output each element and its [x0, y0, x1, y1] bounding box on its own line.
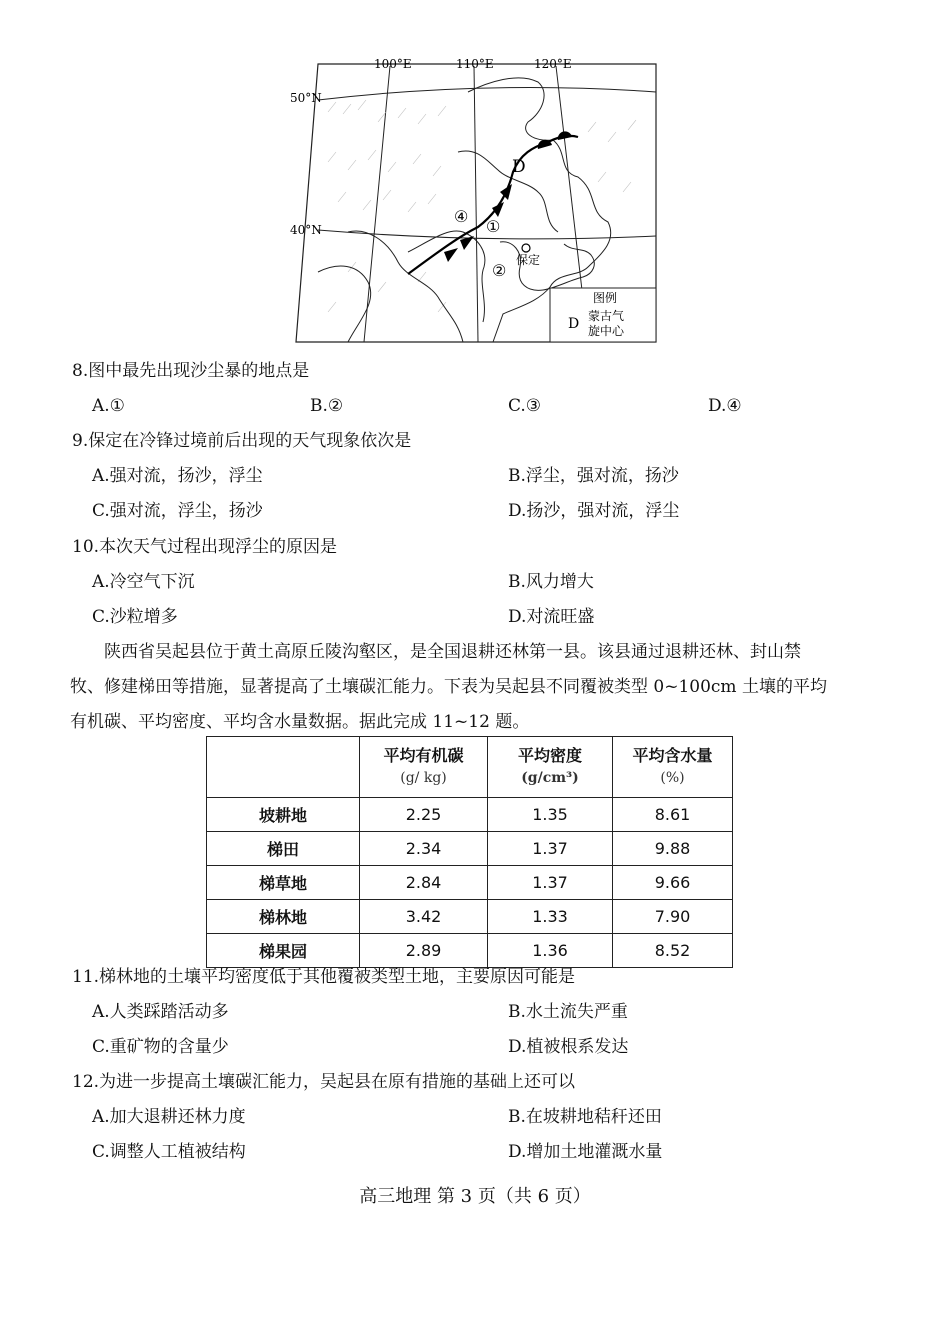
table-row	[207, 900, 733, 934]
passage-line-1: 陕西省吴起县位于黄土高原丘陵沟壑区，是全国退耕还林第一县。该县通过退耕还林、封山禁	[104, 642, 801, 662]
question-11-option-d: D.植被根系发达	[508, 1037, 629, 1057]
cell-density: 1.35	[488, 798, 613, 832]
cell-water-content: 9.88	[613, 832, 733, 866]
cell-water-content: 8.52	[613, 934, 733, 968]
question-11-option-a: A.人类踩踏活动多	[92, 1002, 229, 1022]
weather-map	[288, 52, 660, 344]
cyclone-center-d: D	[512, 157, 526, 177]
row-label: 梯林地	[207, 900, 360, 934]
question-9-option-a: A.强对流，扬沙，浮尘	[92, 466, 263, 486]
legend-title: 图例	[593, 291, 618, 305]
legend-text-1: 蒙古气	[588, 309, 625, 323]
cell-density: 1.37	[488, 832, 613, 866]
question-9-option-c: C.强对流，浮尘，扬沙	[92, 501, 263, 521]
legend-text-2: 旋中心	[588, 324, 625, 338]
question-8-option-b: B.②	[310, 396, 344, 416]
soil-data-table	[206, 736, 733, 968]
point-4: ④	[454, 207, 469, 226]
table-header-row	[207, 737, 733, 798]
question-10-option-d: D.对流旺盛	[508, 607, 595, 627]
question-12-option-c: C.调整人工植被结构	[92, 1142, 246, 1162]
question-11-option-c: C.重矿物的含量少	[92, 1037, 229, 1057]
passage-line-3: 有机碳、平均密度、平均含水量数据。据此完成 11~12 题。	[70, 712, 530, 732]
question-12-option-d: D.增加土地灌溉水量	[508, 1142, 663, 1162]
legend-symbol: D	[568, 316, 580, 332]
header-organic-carbon: 平均有机碳 (g/ kg)	[360, 737, 488, 798]
lon-label-100: 100°E	[374, 57, 412, 71]
cell-water-content: 9.66	[613, 866, 733, 900]
question-9-option-b: B.浮尘，强对流，扬沙	[508, 466, 679, 486]
question-11-option-b: B.水土流失严重	[508, 1002, 628, 1022]
cell-organic-carbon: 2.25	[360, 798, 488, 832]
question-12-option-b: B.在坡耕地秸秆还田	[508, 1107, 662, 1127]
table-row	[207, 934, 733, 968]
question-9-stem: 9.保定在冷锋过境前后出现的天气现象依次是	[72, 431, 412, 451]
cell-organic-carbon: 2.84	[360, 866, 488, 900]
question-11-stem: 11.梯林地的土壤平均密度低于其他覆被类型土地，主要原因可能是	[72, 967, 576, 987]
question-8-option-a: A.①	[92, 396, 125, 416]
baoding-label: 保定	[516, 253, 541, 267]
question-12-option-a: A.加大退耕还林力度	[92, 1107, 246, 1127]
question-8-stem: 8.图中最先出现沙尘暴的地点是	[72, 361, 310, 381]
lon-label-110: 110°E	[456, 57, 494, 71]
row-label: 坡耕地	[207, 798, 360, 832]
cell-water-content: 8.61	[613, 798, 733, 832]
question-8-option-c: C.③	[508, 396, 542, 416]
point-2: ②	[492, 261, 507, 280]
cell-density: 1.33	[488, 900, 613, 934]
question-12-stem: 12.为进一步提高土壤碳汇能力，吴起县在原有措施的基础上还可以	[72, 1072, 576, 1092]
lon-label-120: 120°E	[534, 57, 572, 71]
question-9-option-d: D.扬沙，强对流，浮尘	[508, 501, 680, 521]
baoding-marker	[522, 244, 530, 252]
header-density: 平均密度 (g/cm³)	[488, 737, 613, 798]
table-row	[207, 832, 733, 866]
cell-density: 1.37	[488, 866, 613, 900]
lat-label-40: 40°N	[290, 223, 322, 237]
table-corner-cell	[207, 737, 360, 798]
cell-water-content: 7.90	[613, 900, 733, 934]
passage-line-2: 牧、修建梯田等措施，显著提高了土壤碳汇能力。下表为吴起县不同覆被类型 0~100cm 土壤的平均	[70, 677, 827, 697]
question-8-option-d: D.④	[708, 396, 742, 416]
cell-density: 1.36	[488, 934, 613, 968]
question-10-option-c: C.沙粒增多	[92, 607, 178, 627]
page-footer: 高三地理 第 3 页（共 6 页）	[359, 1186, 591, 1207]
table-row	[207, 798, 733, 832]
header-water-content: 平均含水量 (%)	[613, 737, 733, 798]
table-row	[207, 866, 733, 900]
row-label: 梯果园	[207, 934, 360, 968]
question-10-stem: 10.本次天气过程出现浮尘的原因是	[72, 537, 338, 557]
lat-label-50: 50°N	[290, 91, 322, 105]
cell-organic-carbon: 2.89	[360, 934, 488, 968]
row-label: 梯草地	[207, 866, 360, 900]
cell-organic-carbon: 2.34	[360, 832, 488, 866]
cell-organic-carbon: 3.42	[360, 900, 488, 934]
question-10-option-b: B.风力增大	[508, 572, 594, 592]
row-label: 梯田	[207, 832, 360, 866]
point-1: ①	[486, 217, 501, 236]
question-10-option-a: A.冷空气下沉	[92, 572, 195, 592]
